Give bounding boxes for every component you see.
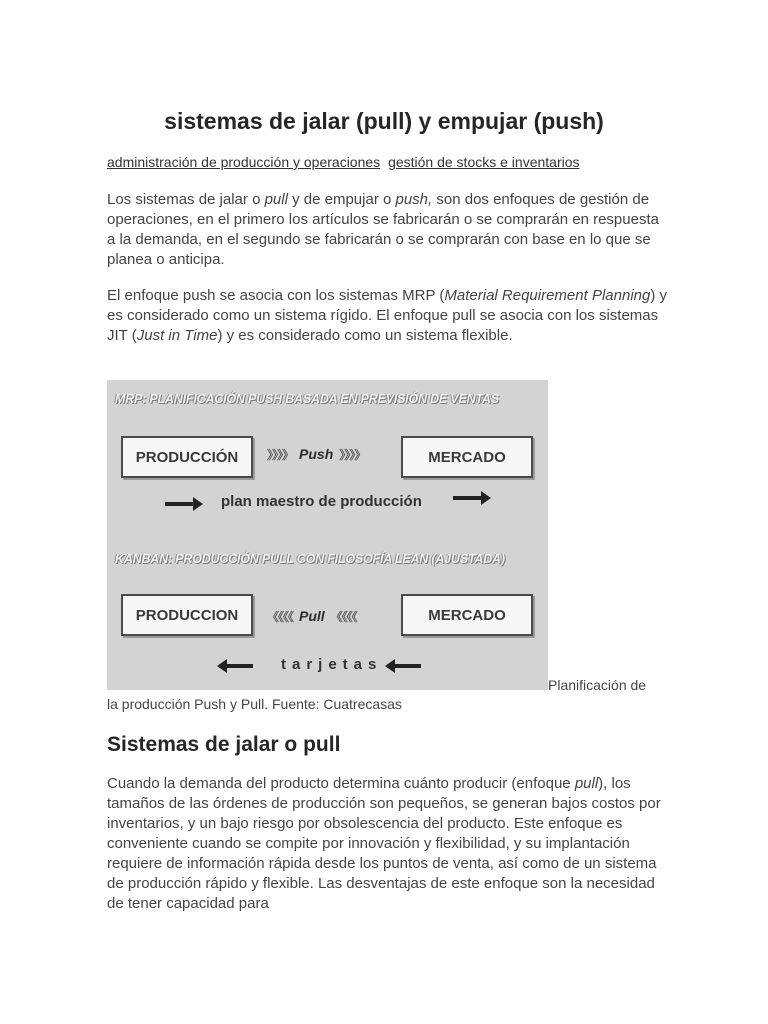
- pull-chevrons-right: 《《《《: [330, 610, 357, 624]
- push-paragraph: [107, 286, 667, 346]
- push-text-1: El enfoque push se asocia con los sistemas MRP (: [107, 287, 445, 304]
- mrp-term: Material Requirement Planning: [444, 287, 651, 304]
- pull-text-1: Cuando la demanda del producto determina cuánto producir (enfoque: [107, 775, 575, 792]
- pull-chevrons-left: 《《《《: [267, 610, 294, 624]
- push-market-box: MERCADO: [401, 436, 533, 478]
- pull-arrow-left: [225, 664, 253, 668]
- push-banner: MRP: PLANIFICACIÓN PUSH BASADA EN PREVISIÓN DE VENTAS: [115, 392, 499, 406]
- push-chevrons-left: 》》》》: [267, 448, 294, 462]
- tag-link-operations[interactable]: administración de producción y operaciones: [107, 154, 381, 170]
- push-arrow-right: [453, 496, 483, 500]
- push-chevrons-right: 》》》》: [339, 448, 366, 462]
- push-label: Push: [299, 446, 334, 462]
- master-plan-label: plan maestro de producción: [221, 493, 422, 510]
- pull-market-box: MERCADO: [401, 594, 533, 636]
- pull-banner: KANBAN: PRODUCCIÓN PULL CON FILOSOFÍA LEAN (AJUSTADA): [115, 552, 505, 566]
- push-production-box: PRODUCCIÓN: [121, 436, 253, 478]
- push-arrow-left: [165, 502, 195, 506]
- intro-text-2: y de empujar o: [287, 191, 396, 208]
- intro-pull-term: pull: [264, 191, 288, 208]
- pull-arrow-right: [393, 664, 421, 668]
- pull-text-2: ), los tamaños de las órdenes de producción son pequeños, se generan bajos costos por inventarios, y un bajo riesgo por obsolescencia del producto. Este enfoque es conveniente cuando se compite por innovación y flexibilidad, y su implantación requiere de información rápida desde los puntos de venta, así como de un sistema de producción rápido y flexible. Las desventajas de este enfoque son la necesidad de tener capacidad para: [107, 775, 661, 912]
- jit-term: Just in Time: [136, 327, 218, 344]
- figure-caption-line2: la producción Push y Pull. Fuente: Cuatrecasas: [107, 696, 402, 712]
- figure-caption-line1: Planificación de: [548, 677, 647, 693]
- pull-term: pull: [574, 775, 599, 792]
- push-flow: [267, 446, 365, 463]
- push-pull-diagram: [107, 380, 548, 690]
- pull-production-box: PRODUCCION: [121, 594, 253, 636]
- tag-link-inventory[interactable]: gestión de stocks e inventarios: [388, 154, 580, 170]
- intro-text-1: Los sistemas de jalar o: [107, 191, 265, 208]
- cards-label: tarjetas: [281, 656, 383, 673]
- intro-paragraph: [107, 190, 667, 270]
- intro-push-term: push,: [395, 191, 433, 208]
- pull-flow: [267, 608, 357, 625]
- push-text-2: ) y es considerado como un sistema rígido. El enfoque pull se asocia con los sistemas JIT (: [107, 287, 668, 344]
- pull-label: Pull: [299, 608, 325, 624]
- tag-list: [107, 154, 580, 170]
- push-text-3: ) y es considerado como un sistema flexible.: [217, 327, 513, 344]
- pull-paragraph: [107, 774, 667, 914]
- section-heading: Sistemas de jalar o pull: [107, 733, 341, 756]
- page-title: sistemas de jalar (pull) y empujar (push): [164, 108, 604, 134]
- intro-text-3: son dos enfoques de gestión de operaciones, en el primero los artículos se fabricarán o se comprarán en respuesta a la demanda, en el segundo se fabricarán o se comprarán con base en lo que se planea o anticipa.: [107, 191, 659, 268]
